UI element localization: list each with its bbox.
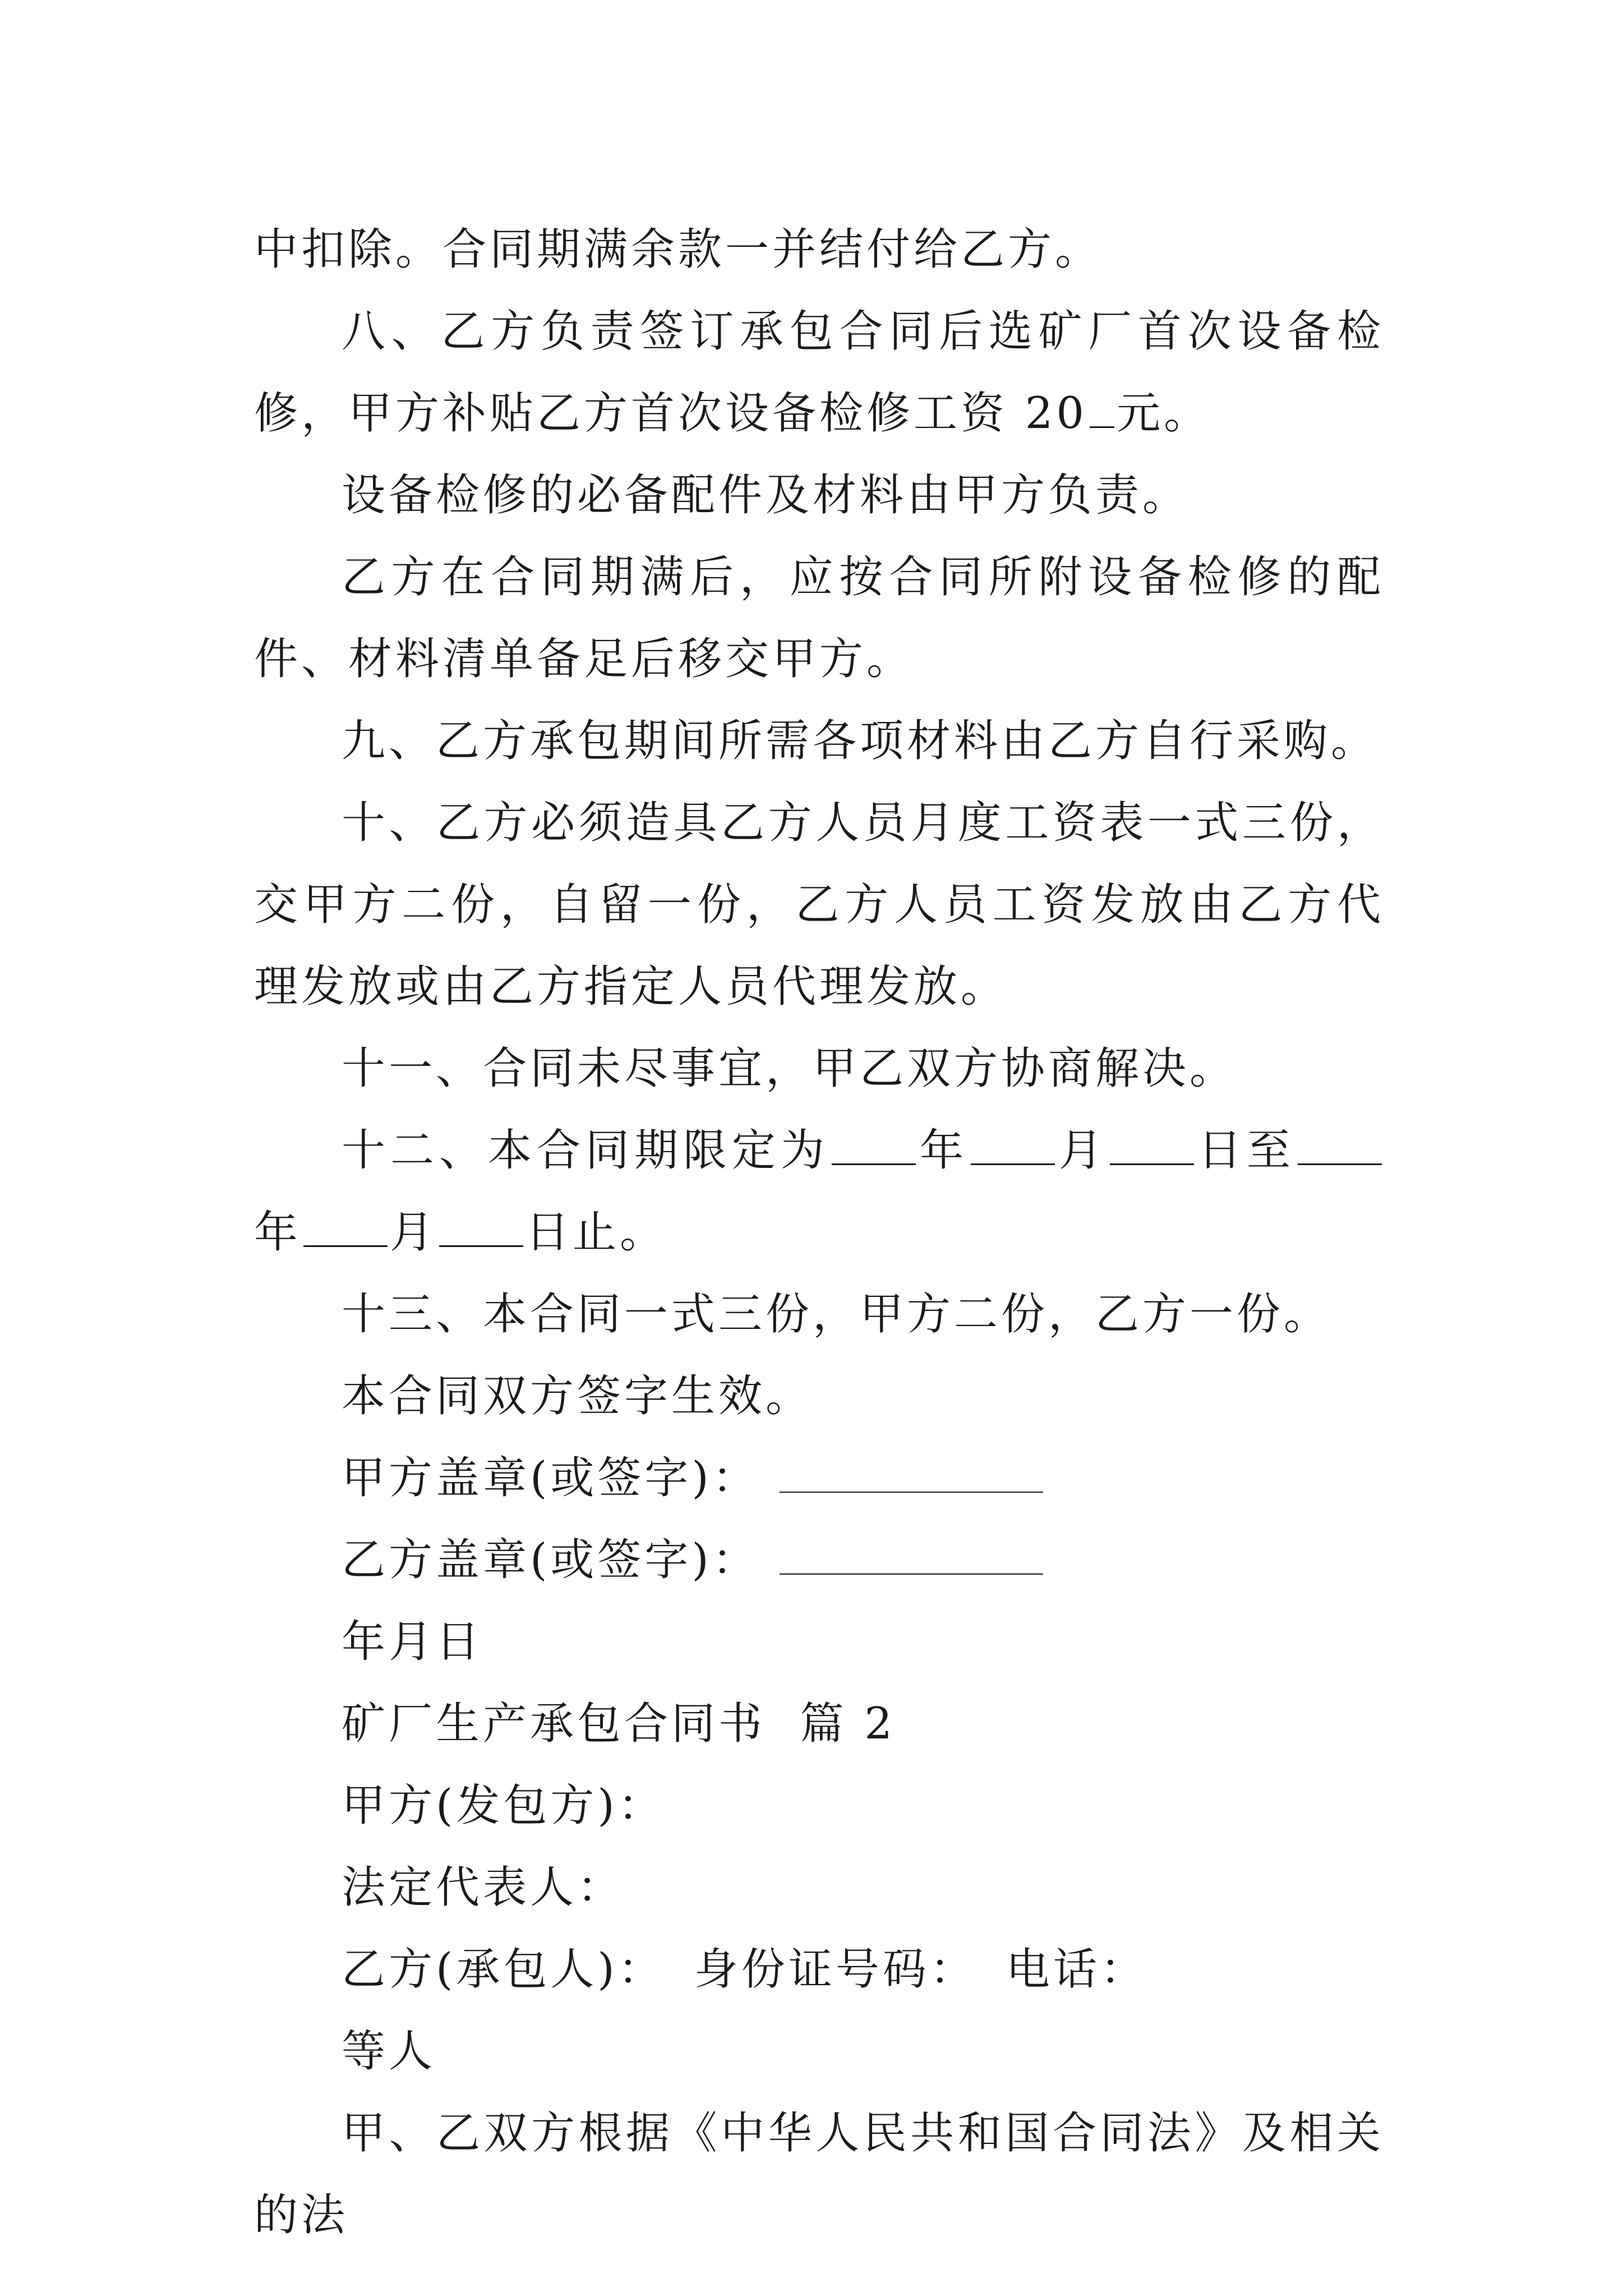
- end-year-blank: [1298, 1126, 1382, 1165]
- field-label: 甲方(发包方)：: [342, 1780, 665, 1831]
- paragraph-text: 十、乙方必须造具乙方人员月度工资表一式三份，交甲方二份，自留一份，乙方人员工资发放由乙方代理发放或由乙方指定人员代理发放。: [254, 798, 1384, 1012]
- section-heading: [254, 1683, 1384, 1765]
- paragraph-clause-12: [254, 1110, 1384, 1273]
- paragraph-clause-10: [254, 782, 1384, 1028]
- signature-label: 乙方盖章(或签字)：: [342, 1535, 759, 1585]
- paragraph-text: 月: [1057, 1125, 1108, 1176]
- field-label: 乙方(承包人)：: [342, 1944, 665, 1995]
- paragraph-text: 等人: [342, 2026, 436, 2077]
- signature-label: 甲方盖章(或签字)：: [342, 1453, 759, 1503]
- paragraph-text: 本合同双方签字生效。: [342, 1371, 813, 1421]
- phone-label: 电话：: [1006, 1944, 1147, 1995]
- paragraph-text: 十三、本合同一式三份，甲方二份，乙方一份。: [342, 1289, 1331, 1340]
- paragraph-clause-8: [254, 291, 1384, 454]
- document-body: [254, 209, 1384, 2256]
- field-label: 法定代表人：: [342, 1862, 625, 1913]
- paragraph-text: 中扣除。合同期满余款一并结付给乙方。: [254, 224, 1103, 275]
- paragraph-text: 十一、合同未尽事宜，甲乙双方协商解决。: [342, 1043, 1237, 1094]
- party-a-signature-blank: [780, 1452, 1043, 1493]
- end-day-blank: [439, 1208, 523, 1247]
- paragraph-text: 甲、乙双方根据《中华人民共和国合同法》及相关的法: [254, 2108, 1384, 2240]
- paragraph-text: 年: [917, 1125, 969, 1176]
- paragraph-text: 八、乙方负责签订承包合同后选矿厂首次设备检修，甲方补贴乙方首次设备检修工资 20: [254, 306, 1384, 439]
- paragraph-text: 月: [390, 1207, 437, 1258]
- paragraph-text: 十二、本合同期限定为: [342, 1125, 829, 1176]
- paragraph-text: 日至: [1196, 1125, 1295, 1176]
- party-b-signature-line: [254, 1519, 1384, 1601]
- party-a-field: [254, 1765, 1384, 1847]
- paragraph-clause-9: [254, 700, 1384, 782]
- amount-blank: [1090, 389, 1114, 428]
- paragraph-clause-13: [254, 1273, 1384, 1355]
- paragraph-text: 年: [254, 1207, 302, 1258]
- paragraph-parts-responsibility: [254, 454, 1384, 536]
- paragraph-text: 设备检修的必备配件及材料由甲方负责。: [342, 470, 1190, 521]
- date-line: [254, 1601, 1384, 1683]
- start-day-blank: [1110, 1126, 1194, 1165]
- id-number-label: 身份证号码：: [694, 1944, 977, 1995]
- legal-representative-field: [254, 1847, 1384, 1929]
- paragraph-clause-11: [254, 1028, 1384, 1110]
- party-a-signature-line: [254, 1437, 1384, 1519]
- start-month-blank: [971, 1126, 1055, 1165]
- paragraph-closing-payment: [254, 209, 1384, 291]
- paragraph-text: 日止。: [525, 1207, 667, 1258]
- paragraph-handover: [254, 536, 1384, 700]
- paragraph-text: 元。: [1117, 388, 1211, 439]
- others-line: [254, 2010, 1384, 2092]
- paragraph-preamble: [254, 2092, 1384, 2256]
- party-b-field: [254, 1929, 1384, 2010]
- end-month-blank: [303, 1208, 388, 1247]
- paragraph-text: 乙方在合同期满后，应按合同所附设备检修的配件、材料清单备足后移交甲方。: [254, 552, 1384, 684]
- paragraph-text: 年月日: [342, 1617, 483, 1667]
- start-year-blank: [832, 1126, 916, 1165]
- heading-text: 矿厂生产承包合同书 篇 2: [342, 1699, 896, 1749]
- paragraph-text: 九、乙方承包期间所需各项材料由乙方自行采购。: [342, 716, 1378, 766]
- paragraph-effective: [254, 1355, 1384, 1437]
- party-b-signature-blank: [780, 1534, 1043, 1575]
